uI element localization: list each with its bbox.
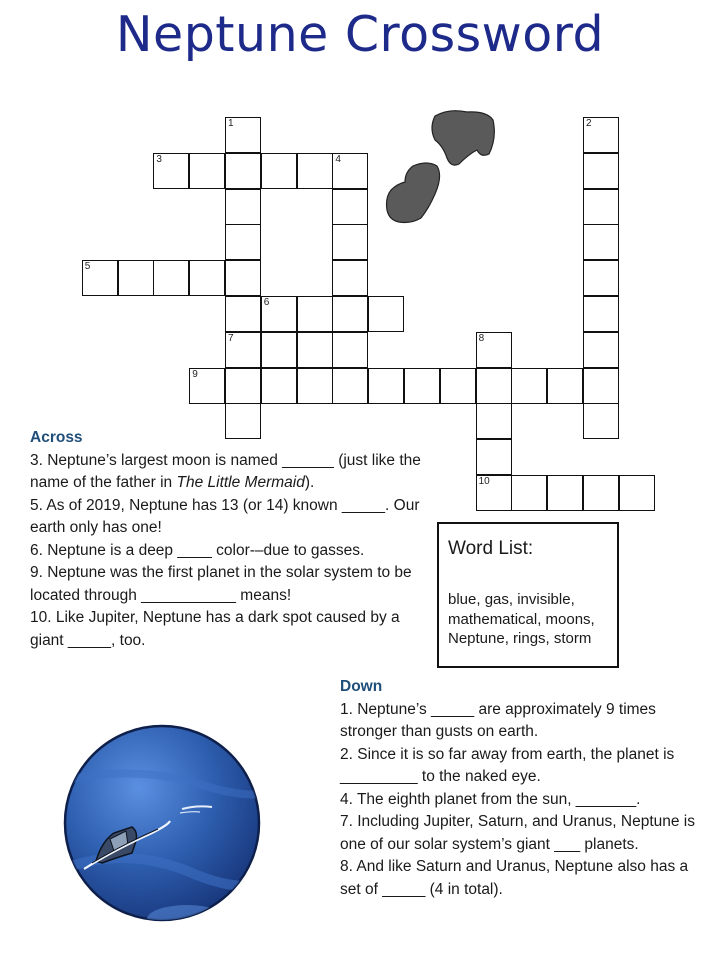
clue-down-1: 1. Neptune’s _____ are approximately 9 times stronger than gusts on earth.: [340, 700, 656, 740]
crossword-cell[interactable]: [225, 224, 261, 260]
crossword-cell[interactable]: [332, 332, 368, 368]
asteroid-icon: [427, 108, 497, 168]
crossword-cell[interactable]: [511, 475, 547, 511]
crossword-cell[interactable]: [153, 153, 189, 189]
crossword-cell[interactable]: [225, 117, 261, 153]
clue-number: 8: [478, 332, 485, 344]
crossword-cell[interactable]: [476, 439, 512, 475]
clue-across-3: 3. Neptune’s largest moon is named ______ (just like the name of the father in The Little Mermaid).: [30, 451, 421, 491]
down-clues: [340, 676, 700, 901]
crossword-cell[interactable]: [583, 332, 619, 368]
crossword-cell[interactable]: [332, 260, 368, 296]
clue-down-7: 7. Including Jupiter, Saturn, and Uranus, Neptune is one of our solar system’s giant ___ planets.: [340, 813, 695, 853]
crossword-cell[interactable]: [476, 475, 512, 511]
crossword-cell[interactable]: [189, 368, 225, 404]
crossword-cell[interactable]: [583, 117, 619, 153]
crossword-cell[interactable]: [82, 260, 118, 296]
crossword-cell[interactable]: [332, 224, 368, 260]
clue-number: 6: [263, 297, 270, 308]
crossword-cell[interactable]: [297, 296, 333, 332]
crossword-cell[interactable]: [583, 153, 619, 189]
crossword-cell[interactable]: [225, 153, 261, 189]
clue-across-10: 10. Like Jupiter, Neptune has a dark spot caused by a giant _____, too.: [30, 609, 400, 649]
crossword-cell[interactable]: [583, 368, 619, 404]
down-heading: Down: [340, 678, 383, 695]
crossword-cell[interactable]: [225, 368, 261, 404]
clue-down-4: 4. The eighth planet from the sun, _______.: [340, 790, 641, 808]
word-list-words: blue, gas, invisible, mathematical, moons, Neptune, rings, storm: [448, 591, 595, 647]
clue-down-2: 2. Since it is so far away from earth, the planet is _________ to the naked eye.: [340, 745, 675, 785]
crossword-cell[interactable]: [440, 368, 476, 404]
crossword-cell[interactable]: [297, 332, 333, 368]
crossword-cell[interactable]: [404, 368, 440, 404]
clue-across-6: 6. Neptune is a deep ____ color-–due to gasses.: [30, 541, 365, 559]
clue-down-8: 8. And like Saturn and Uranus, Neptune also has a set of _____ (4 in total).: [340, 858, 689, 898]
crossword-cell[interactable]: [225, 332, 261, 368]
clue-across-9: 9. Neptune was the first planet in the solar system to be located through ___________ means!: [30, 564, 412, 604]
word-list-title: Word List:: [448, 538, 534, 559]
neptune-planet-icon: [62, 723, 262, 923]
across-heading: Across: [30, 429, 83, 446]
asteroid-icon: [383, 160, 445, 226]
clue-number: 10: [478, 476, 490, 487]
crossword-cell[interactable]: [332, 296, 368, 332]
crossword-cell[interactable]: [583, 296, 619, 332]
crossword-cell[interactable]: [583, 189, 619, 225]
crossword-cell[interactable]: [261, 368, 297, 404]
crossword-cell[interactable]: [332, 189, 368, 225]
crossword-cell[interactable]: [189, 153, 225, 189]
crossword-cell[interactable]: [547, 475, 583, 511]
clue-number: 7: [228, 332, 234, 344]
crossword-cell[interactable]: [332, 153, 368, 189]
clue-number: 9: [192, 368, 198, 380]
crossword-cell[interactable]: [511, 368, 547, 404]
across-clues: [30, 427, 430, 652]
crossword-cell[interactable]: [225, 296, 261, 332]
crossword-cell[interactable]: [189, 260, 225, 296]
crossword-cell[interactable]: [297, 153, 333, 189]
crossword-cell[interactable]: [583, 403, 619, 439]
crossword-cell[interactable]: [619, 475, 655, 511]
crossword-cell[interactable]: [261, 332, 297, 368]
crossword-cell[interactable]: [583, 260, 619, 296]
page-title: Neptune Crossword: [115, 6, 605, 63]
clue-number: 4: [335, 153, 341, 165]
crossword-cell[interactable]: [547, 368, 583, 404]
crossword-cell[interactable]: [368, 368, 404, 404]
crossword-cell[interactable]: [332, 368, 368, 404]
crossword-cell[interactable]: [476, 403, 512, 439]
crossword-cell[interactable]: [476, 332, 512, 368]
crossword-cell[interactable]: [153, 260, 189, 296]
crossword-cell[interactable]: [225, 260, 261, 296]
crossword-cell[interactable]: [118, 260, 154, 296]
word-list-box: [437, 522, 619, 668]
crossword-cell[interactable]: [261, 296, 297, 332]
crossword-cell[interactable]: [476, 368, 512, 404]
crossword-cell[interactable]: [583, 475, 619, 511]
crossword-cell[interactable]: [261, 153, 297, 189]
clue-across-5: 5. As of 2019, Neptune has 13 (or 14) known _____. Our earth only has one!: [30, 496, 420, 536]
clue-number: 2: [586, 118, 592, 129]
crossword-cell[interactable]: [225, 189, 261, 225]
clue-number: 1: [228, 118, 234, 129]
crossword-cell[interactable]: [368, 296, 404, 332]
clue-number: 5: [84, 261, 91, 273]
crossword-cell[interactable]: [297, 368, 333, 404]
crossword-cell[interactable]: [583, 224, 619, 260]
clue-number: 3: [156, 153, 162, 165]
